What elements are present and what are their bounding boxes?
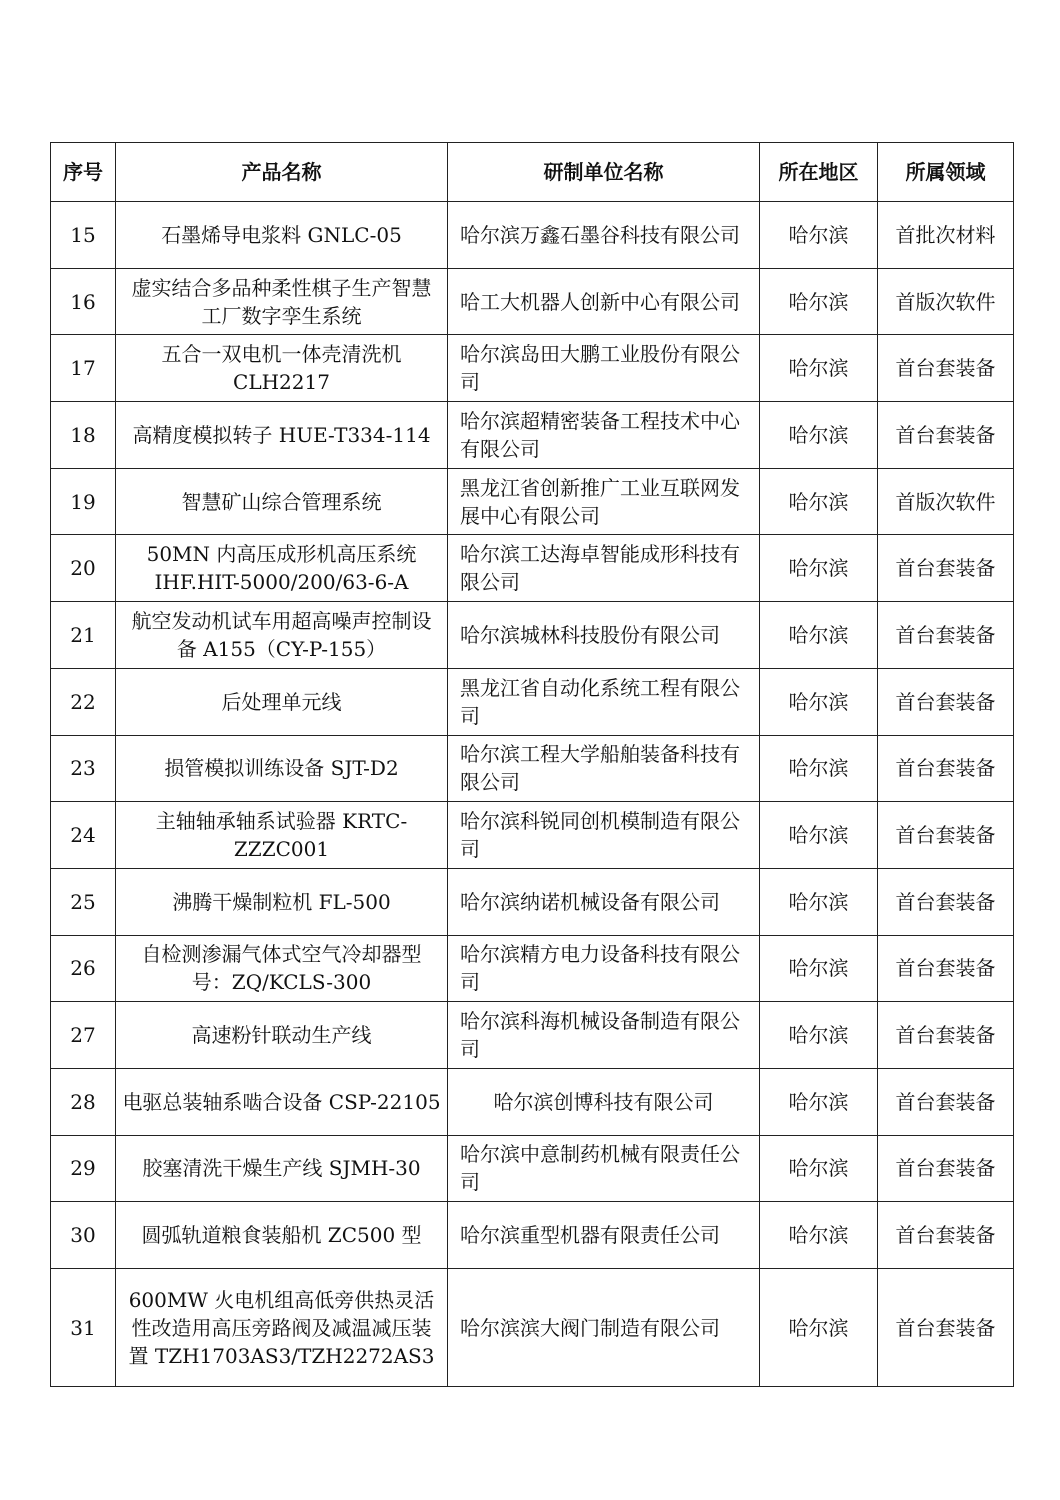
region: 哈尔滨 <box>760 802 878 869</box>
field: 首台套装备 <box>878 868 1014 935</box>
field: 首台套装备 <box>878 1002 1014 1069</box>
region: 哈尔滨 <box>760 735 878 802</box>
table-row <box>51 868 1014 935</box>
region: 哈尔滨 <box>760 1135 878 1202</box>
row-number: 25 <box>51 868 116 935</box>
field: 首台套装备 <box>878 1202 1014 1269</box>
developer-unit: 哈尔滨工达海卓智能成形科技有限公司 <box>448 535 760 602</box>
table-row <box>51 402 1014 469</box>
row-number: 19 <box>51 468 116 535</box>
header-field: 所属领域 <box>878 143 1014 202</box>
table-row <box>51 268 1014 335</box>
table-row <box>51 335 1014 402</box>
table-row <box>51 1002 1014 1069</box>
region: 哈尔滨 <box>760 1002 878 1069</box>
product-name: 航空发动机试车用超高噪声控制设备 A155（CY-P-155） <box>116 602 448 669</box>
region: 哈尔滨 <box>760 535 878 602</box>
developer-unit: 哈尔滨科锐同创机模制造有限公司 <box>448 802 760 869</box>
header-product: 产品名称 <box>116 143 448 202</box>
product-name: 自检测渗漏气体式空气冷却器型号：ZQ/KCLS-300 <box>116 935 448 1002</box>
table-row <box>51 535 1014 602</box>
field: 首台套装备 <box>878 602 1014 669</box>
product-name: 主轴轴承轴系试验器 KRTC-ZZZC001 <box>116 802 448 869</box>
developer-unit: 哈尔滨科海机械设备制造有限公司 <box>448 1002 760 1069</box>
developer-unit: 哈工大机器人创新中心有限公司 <box>448 268 760 335</box>
field: 首台套装备 <box>878 802 1014 869</box>
product-table <box>50 142 1014 1387</box>
table-row <box>51 1135 1014 1202</box>
product-name: 电驱总装轴系啮合设备 CSP-22105 <box>116 1068 448 1135</box>
field: 首版次软件 <box>878 468 1014 535</box>
field: 首台套装备 <box>878 402 1014 469</box>
field: 首台套装备 <box>878 335 1014 402</box>
table-row <box>51 202 1014 269</box>
table-row <box>51 735 1014 802</box>
product-name: 智慧矿山综合管理系统 <box>116 468 448 535</box>
developer-unit: 哈尔滨创博科技有限公司 <box>448 1068 760 1135</box>
developer-unit: 哈尔滨纳诺机械设备有限公司 <box>448 868 760 935</box>
product-name: 高精度模拟转子 HUE-T334-114 <box>116 402 448 469</box>
header-row <box>51 143 1014 202</box>
field: 首台套装备 <box>878 935 1014 1002</box>
field: 首批次材料 <box>878 202 1014 269</box>
table-row <box>51 802 1014 869</box>
field: 首台套装备 <box>878 1269 1014 1387</box>
region: 哈尔滨 <box>760 668 878 735</box>
table-row <box>51 1269 1014 1387</box>
developer-unit: 哈尔滨超精密装备工程技术中心有限公司 <box>448 402 760 469</box>
developer-unit: 哈尔滨重型机器有限责任公司 <box>448 1202 760 1269</box>
row-number: 15 <box>51 202 116 269</box>
product-name: 虚实结合多品种柔性棋子生产智慧工厂数字孪生系统 <box>116 268 448 335</box>
developer-unit: 黑龙江省创新推广工业互联网发展中心有限公司 <box>448 468 760 535</box>
row-number: 26 <box>51 935 116 1002</box>
region: 哈尔滨 <box>760 202 878 269</box>
row-number: 28 <box>51 1068 116 1135</box>
table-row <box>51 1068 1014 1135</box>
product-name: 600MW 火电机组高低旁供热灵活性改造用高压旁路阀及减温减压装置 TZH1703AS3/TZH2272AS3 <box>116 1269 448 1387</box>
product-name: 五合一双电机一体壳清洗机 CLH2217 <box>116 335 448 402</box>
table-row <box>51 468 1014 535</box>
row-number: 23 <box>51 735 116 802</box>
field: 首版次软件 <box>878 268 1014 335</box>
table-row <box>51 602 1014 669</box>
product-name: 50MN 内高压成形机高压系统 IHF.HIT-5000/200/63-6-A <box>116 535 448 602</box>
developer-unit: 哈尔滨中意制药机械有限责任公司 <box>448 1135 760 1202</box>
product-name: 圆弧轨道粮食装船机 ZC500 型 <box>116 1202 448 1269</box>
product-name: 沸腾干燥制粒机 FL-500 <box>116 868 448 935</box>
product-name: 损管模拟训练设备 SJT-D2 <box>116 735 448 802</box>
field: 首台套装备 <box>878 735 1014 802</box>
product-name: 后处理单元线 <box>116 668 448 735</box>
developer-unit: 哈尔滨城林科技股份有限公司 <box>448 602 760 669</box>
product-name: 石墨烯导电浆料 GNLC-05 <box>116 202 448 269</box>
developer-unit: 哈尔滨滨大阀门制造有限公司 <box>448 1269 760 1387</box>
region: 哈尔滨 <box>760 1202 878 1269</box>
region: 哈尔滨 <box>760 1269 878 1387</box>
row-number: 17 <box>51 335 116 402</box>
developer-unit: 哈尔滨万鑫石墨谷科技有限公司 <box>448 202 760 269</box>
row-number: 21 <box>51 602 116 669</box>
developer-unit: 哈尔滨岛田大鹏工业股份有限公司 <box>448 335 760 402</box>
row-number: 20 <box>51 535 116 602</box>
row-number: 18 <box>51 402 116 469</box>
row-number: 30 <box>51 1202 116 1269</box>
region: 哈尔滨 <box>760 602 878 669</box>
developer-unit: 哈尔滨精方电力设备科技有限公司 <box>448 935 760 1002</box>
table-row <box>51 668 1014 735</box>
region: 哈尔滨 <box>760 335 878 402</box>
header-no: 序号 <box>51 143 116 202</box>
row-number: 27 <box>51 1002 116 1069</box>
field: 首台套装备 <box>878 1068 1014 1135</box>
row-number: 24 <box>51 802 116 869</box>
region: 哈尔滨 <box>760 935 878 1002</box>
region: 哈尔滨 <box>760 868 878 935</box>
row-number: 22 <box>51 668 116 735</box>
row-number: 31 <box>51 1269 116 1387</box>
region: 哈尔滨 <box>760 468 878 535</box>
product-name: 高速粉针联动生产线 <box>116 1002 448 1069</box>
field: 首台套装备 <box>878 668 1014 735</box>
developer-unit: 黑龙江省自动化系统工程有限公司 <box>448 668 760 735</box>
region: 哈尔滨 <box>760 402 878 469</box>
table-row <box>51 935 1014 1002</box>
field: 首台套装备 <box>878 1135 1014 1202</box>
table-row <box>51 1202 1014 1269</box>
row-number: 16 <box>51 268 116 335</box>
region: 哈尔滨 <box>760 268 878 335</box>
header-unit: 研制单位名称 <box>448 143 760 202</box>
developer-unit: 哈尔滨工程大学船舶装备科技有限公司 <box>448 735 760 802</box>
region: 哈尔滨 <box>760 1068 878 1135</box>
product-name: 胶塞清洗干燥生产线 SJMH-30 <box>116 1135 448 1202</box>
row-number: 29 <box>51 1135 116 1202</box>
field: 首台套装备 <box>878 535 1014 602</box>
header-region: 所在地区 <box>760 143 878 202</box>
